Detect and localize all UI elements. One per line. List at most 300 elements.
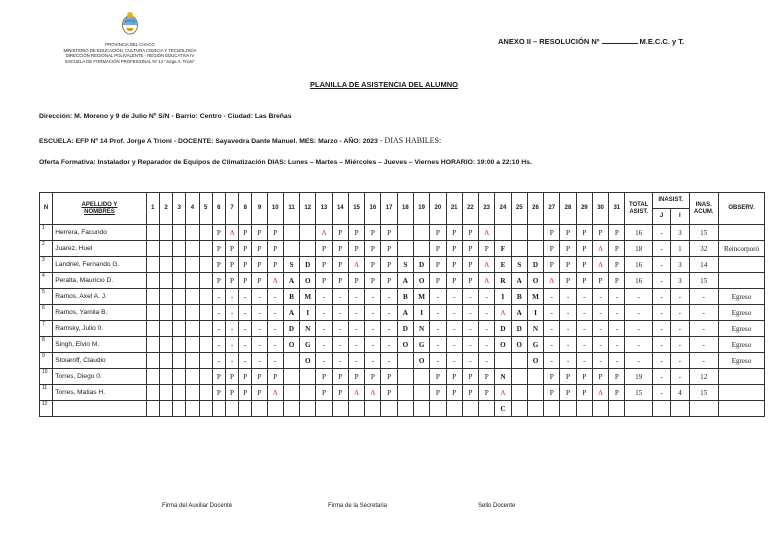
institution-line: MINISTERIO DE EDUCACIÓN, CULTURA CIENCIA Y TECNOLOGÍA: [63, 47, 197, 53]
attendance-mark: P: [462, 273, 478, 289]
attendance-mark: -: [365, 337, 381, 353]
attendance-mark: [199, 305, 212, 321]
day-header: 16: [365, 193, 381, 225]
total-attendance: 16: [625, 273, 652, 289]
attendance-mark: [283, 241, 299, 257]
attendance-mark: P: [462, 369, 478, 385]
attendance-mark: S: [511, 257, 527, 273]
attendance-mark: -: [446, 305, 462, 321]
attendance-mark: -: [225, 289, 238, 305]
attendance-mark: -: [365, 289, 381, 305]
attendance-mark: -: [381, 321, 397, 337]
attendance-mark: -: [365, 353, 381, 369]
day-header: 20: [430, 193, 446, 225]
attendance-mark: -: [239, 321, 252, 337]
attendance-mark: P: [430, 273, 446, 289]
observation: [719, 401, 765, 417]
attendance-mark: -: [267, 305, 283, 321]
resolution-blank: [602, 36, 638, 44]
attendance-mark: -: [592, 337, 608, 353]
page-title: PLANILLA DE ASISTENCIA DEL ALUMNO: [310, 80, 458, 89]
attendance-mark: [159, 369, 172, 385]
attendance-mark: [267, 401, 283, 417]
attendance-mark: P: [609, 257, 625, 273]
attendance-mark: P: [239, 241, 252, 257]
day-header: 19: [414, 193, 430, 225]
attendance-mark: [300, 241, 316, 257]
day-header: 25: [511, 193, 527, 225]
attendance-mark: [414, 241, 430, 257]
attendance-mark: -: [267, 353, 283, 369]
attendance-mark: M: [414, 289, 430, 305]
attendance-mark: G: [300, 337, 316, 353]
attendance-mark: P: [365, 273, 381, 289]
attendance-mark: -: [609, 321, 625, 337]
attendance-mark: A: [495, 385, 511, 401]
attendance-mark: -: [316, 289, 332, 305]
attendance-mark: P: [332, 241, 348, 257]
attendance-mark: -: [609, 337, 625, 353]
attendance-mark: P: [348, 225, 364, 241]
attendance-mark: [527, 225, 543, 241]
attendance-mark: P: [592, 369, 608, 385]
attendance-mark: P: [381, 369, 397, 385]
day-header: 7: [225, 193, 238, 225]
col-j-header: J: [652, 209, 670, 225]
student-name: [53, 401, 147, 417]
attendance-mark: -: [430, 305, 446, 321]
attendance-mark: [430, 401, 446, 417]
attendance-mark: R: [495, 273, 511, 289]
attendance-mark: [479, 401, 495, 417]
attendance-mark: O: [495, 337, 511, 353]
attendance-mark: [397, 401, 413, 417]
attendance-mark: P: [381, 241, 397, 257]
day-header: 26: [527, 193, 543, 225]
attendance-mark: [511, 369, 527, 385]
row-number: 5: [40, 289, 53, 305]
attendance-mark: P: [365, 241, 381, 257]
unjustified-absences: -: [671, 337, 689, 353]
attendance-mark: O: [397, 337, 413, 353]
total-attendance: 15: [625, 385, 652, 401]
attendance-mark: [186, 225, 199, 241]
attendance-mark: -: [381, 337, 397, 353]
accumulated-absences: -: [689, 337, 718, 353]
attendance-mark: [173, 241, 186, 257]
attendance-mark: [186, 401, 199, 417]
observation: Reincorporó: [719, 241, 765, 257]
attendance-mark: A: [397, 273, 413, 289]
institution-line: ESCUELA DE FORMACIÓN PROFESIONAL Nº 14 "Jorge A. Trioni": [65, 58, 195, 64]
attendance-mark: -: [609, 305, 625, 321]
row-number: 11: [40, 385, 53, 401]
attendance-mark: P: [462, 385, 478, 401]
attendance-mark: -: [225, 321, 238, 337]
attendance-mark: I: [527, 305, 543, 321]
attendance-mark: -: [212, 337, 225, 353]
attendance-mark: [252, 401, 267, 417]
row-number: 12: [40, 401, 53, 417]
attendance-mark: O: [414, 273, 430, 289]
justified-absences: -: [652, 289, 670, 305]
attendance-mark: P: [212, 241, 225, 257]
attendance-mark: P: [225, 257, 238, 273]
attendance-mark: P: [560, 225, 576, 241]
attendance-mark: [199, 337, 212, 353]
day-header: 1: [146, 193, 159, 225]
signature-secretary: Firma de la Secretaria: [328, 503, 388, 509]
student-name: Ramos, Yamila B.: [53, 305, 147, 321]
attendance-mark: -: [332, 321, 348, 337]
student-name: Torres, Diego 0.: [53, 369, 147, 385]
day-header: 11: [283, 193, 299, 225]
provincial-emblem-icon: [121, 10, 139, 36]
table-row: [40, 369, 765, 385]
attendance-mark: -: [560, 353, 576, 369]
attendance-mark: -: [576, 289, 592, 305]
attendance-mark: [283, 385, 299, 401]
attendance-mark: A: [511, 273, 527, 289]
attendance-mark: [186, 369, 199, 385]
attendance-mark: [186, 305, 199, 321]
attendance-mark: [173, 369, 186, 385]
attendance-mark: [159, 225, 172, 241]
attendance-mark: S: [397, 257, 413, 273]
attendance-mark: -: [446, 321, 462, 337]
attendance-table: [39, 192, 765, 417]
col-total-header: [625, 193, 652, 225]
attendance-mark: [159, 241, 172, 257]
attendance-mark: P: [560, 273, 576, 289]
attendance-mark: P: [239, 273, 252, 289]
unjustified-absences: 3: [671, 225, 689, 241]
attendance-mark: P: [609, 225, 625, 241]
attendance-mark: [199, 353, 212, 369]
total-attendance: 19: [625, 369, 652, 385]
attendance-mark: -: [544, 289, 560, 305]
attendance-mark: [348, 401, 364, 417]
accumulated-absences: -: [689, 289, 718, 305]
row-number: 2: [40, 241, 53, 257]
attendance-mark: A: [592, 241, 608, 257]
attendance-mark: [159, 321, 172, 337]
attendance-mark: [527, 385, 543, 401]
student-name: Torres, Matias H.: [53, 385, 147, 401]
attendance-mark: -: [430, 337, 446, 353]
attendance-mark: P: [348, 369, 364, 385]
attendance-mark: [173, 273, 186, 289]
observation: [719, 257, 765, 273]
row-number: 7: [40, 321, 53, 337]
attendance-mark: -: [430, 289, 446, 305]
attendance-mark: P: [381, 225, 397, 241]
attendance-mark: [414, 369, 430, 385]
attendance-mark: -: [592, 321, 608, 337]
signature-seal: Sello Docente: [478, 503, 516, 509]
col-i-header: I: [671, 209, 689, 225]
escuela-line: [39, 136, 441, 145]
attendance-mark: P: [544, 385, 560, 401]
attendance-mark: [511, 241, 527, 257]
total-attendance: 18: [625, 241, 652, 257]
total-attendance: [625, 401, 652, 417]
attendance-mark: N: [527, 321, 543, 337]
attendance-mark: -: [252, 321, 267, 337]
attendance-mark: P: [332, 385, 348, 401]
attendance-mark: P: [479, 385, 495, 401]
attendance-mark: [186, 353, 199, 369]
attendance-mark: P: [446, 385, 462, 401]
attendance-mark: -: [332, 353, 348, 369]
attendance-mark: P: [252, 385, 267, 401]
attendance-mark: P: [446, 225, 462, 241]
attendance-mark: -: [239, 337, 252, 353]
attendance-mark: O: [527, 353, 543, 369]
accumulated-absences: 15: [689, 225, 718, 241]
justified-absences: -: [652, 257, 670, 273]
name-header-2: NOMBRES: [84, 208, 115, 215]
row-number: 6: [40, 305, 53, 321]
attendance-mark: I: [300, 305, 316, 321]
attendance-mark: -: [225, 305, 238, 321]
attendance-mark: A: [495, 305, 511, 321]
attendance-mark: P: [365, 257, 381, 273]
attendance-mark: -: [267, 289, 283, 305]
attendance-mark: [159, 289, 172, 305]
accumulated-absences: 15: [689, 385, 718, 401]
student-name: Singh, Elvio M.: [53, 337, 147, 353]
attendance-mark: A: [283, 305, 299, 321]
attendance-mark: P: [609, 369, 625, 385]
accumulated-absences: [689, 401, 718, 417]
attendance-mark: -: [267, 337, 283, 353]
day-header: 18: [397, 193, 413, 225]
unjustified-absences: 4: [671, 385, 689, 401]
day-header: 6: [212, 193, 225, 225]
attendance-mark: [199, 321, 212, 337]
attendance-mark: P: [381, 257, 397, 273]
attendance-mark: [173, 225, 186, 241]
attendance-mark: P: [212, 257, 225, 273]
attendance-mark: [173, 305, 186, 321]
attendance-mark: P: [267, 225, 283, 241]
attendance-mark: [199, 369, 212, 385]
annex-ministry: M.E.C.C. y T.: [639, 37, 685, 46]
unjustified-absences: [671, 401, 689, 417]
attendance-mark: E: [495, 257, 511, 273]
attendance-mark: P: [212, 369, 225, 385]
unjustified-absences: 3: [671, 273, 689, 289]
attendance-mark: [146, 273, 159, 289]
day-header: 28: [560, 193, 576, 225]
attendance-mark: [544, 401, 560, 417]
attendance-mark: P: [225, 385, 238, 401]
attendance-mark: A: [348, 385, 364, 401]
attendance-mark: -: [252, 289, 267, 305]
student-name: Juarez, Huel: [53, 241, 147, 257]
attendance-mark: [527, 369, 543, 385]
institution-line: PROVINCIA DEL CHACO: [105, 42, 155, 47]
attendance-mark: [159, 257, 172, 273]
attendance-mark: B: [511, 289, 527, 305]
attendance-mark: -: [576, 337, 592, 353]
attendance-mark: [199, 257, 212, 273]
student-name: Herrera, Facundo: [53, 225, 147, 241]
attendance-mark: [146, 257, 159, 273]
attendance-mark: -: [430, 321, 446, 337]
attendance-mark: [283, 369, 299, 385]
attendance-mark: G: [414, 337, 430, 353]
attendance-mark: P: [365, 369, 381, 385]
attendance-mark: I: [414, 305, 430, 321]
attendance-mark: [146, 385, 159, 401]
attendance-mark: -: [365, 305, 381, 321]
table-row: [40, 225, 765, 241]
observation: [719, 369, 765, 385]
day-header: 14: [332, 193, 348, 225]
attendance-mark: -: [462, 337, 478, 353]
observation: Egreso: [719, 353, 765, 369]
attendance-mark: [283, 225, 299, 241]
observation: [719, 225, 765, 241]
attendance-mark: [527, 241, 543, 257]
attendance-mark: P: [332, 369, 348, 385]
attendance-mark: P: [576, 369, 592, 385]
attendance-mark: [146, 369, 159, 385]
attendance-mark: [146, 305, 159, 321]
row-number: 9: [40, 353, 53, 369]
attendance-mark: -: [479, 305, 495, 321]
day-header: 13: [316, 193, 332, 225]
attendance-mark: P: [609, 241, 625, 257]
table-row: [40, 353, 765, 369]
col-inas-acum-header: [689, 193, 718, 225]
inas-header-1: INAS.: [695, 201, 712, 208]
unjustified-absences: -: [671, 305, 689, 321]
attendance-mark: [511, 225, 527, 241]
attendance-mark: P: [252, 225, 267, 241]
unjustified-absences: -: [671, 289, 689, 305]
day-header: 10: [267, 193, 283, 225]
attendance-mark: [397, 353, 413, 369]
attendance-mark: -: [212, 321, 225, 337]
attendance-mark: P: [239, 257, 252, 273]
unjustified-absences: -: [671, 353, 689, 369]
row-number: 1: [40, 225, 53, 241]
attendance-mark: P: [212, 385, 225, 401]
attendance-mark: -: [332, 305, 348, 321]
attendance-mark: P: [544, 369, 560, 385]
attendance-mark: C: [495, 401, 511, 417]
attendance-mark: -: [225, 353, 238, 369]
attendance-mark: [332, 401, 348, 417]
attendance-mark: -: [381, 305, 397, 321]
attendance-mark: -: [544, 353, 560, 369]
day-header: 27: [544, 193, 560, 225]
attendance-mark: P: [479, 241, 495, 257]
attendance-mark: -: [316, 337, 332, 353]
attendance-mark: [592, 401, 608, 417]
institution-block: [40, 42, 220, 64]
day-header: 9: [252, 193, 267, 225]
attendance-body: [40, 225, 765, 417]
attendance-mark: P: [446, 273, 462, 289]
attendance-mark: -: [609, 289, 625, 305]
attendance-mark: P: [348, 273, 364, 289]
unjustified-absences: -: [671, 321, 689, 337]
attendance-mark: -: [446, 289, 462, 305]
attendance-mark: -: [430, 353, 446, 369]
total-attendance: -: [625, 289, 652, 305]
attendance-mark: [173, 337, 186, 353]
attendance-mark: N: [414, 321, 430, 337]
attendance-mark: [381, 401, 397, 417]
attendance-mark: -: [239, 353, 252, 369]
attendance-mark: [300, 225, 316, 241]
attendance-mark: P: [462, 257, 478, 273]
total-attendance: 16: [625, 225, 652, 241]
attendance-mark: P: [332, 273, 348, 289]
attendance-mark: P: [609, 273, 625, 289]
day-header: 15: [348, 193, 364, 225]
observation: Egreso: [719, 337, 765, 353]
attendance-mark: P: [239, 385, 252, 401]
attendance-mark: [316, 401, 332, 417]
accumulated-absences: -: [689, 321, 718, 337]
attendance-mark: -: [462, 353, 478, 369]
attendance-mark: [159, 401, 172, 417]
attendance-mark: [414, 401, 430, 417]
attendance-mark: [576, 401, 592, 417]
attendance-mark: [173, 353, 186, 369]
total-attendance: -: [625, 305, 652, 321]
attendance-mark: [146, 225, 159, 241]
attendance-mark: P: [332, 225, 348, 241]
student-name: Peralta, Mauricio D.: [53, 273, 147, 289]
attendance-mark: -: [332, 289, 348, 305]
attendance-mark: [414, 225, 430, 241]
attendance-mark: [283, 401, 299, 417]
col-observ-header: OBSERV.: [719, 193, 765, 225]
attendance-mark: -: [348, 337, 364, 353]
attendance-mark: P: [252, 257, 267, 273]
attendance-mark: P: [316, 257, 332, 273]
attendance-mark: S: [283, 257, 299, 273]
attendance-mark: [397, 241, 413, 257]
attendance-mark: D: [283, 321, 299, 337]
attendance-mark: P: [316, 241, 332, 257]
observation: [719, 273, 765, 289]
attendance-mark: P: [462, 225, 478, 241]
attendance-mark: [173, 321, 186, 337]
attendance-mark: -: [576, 305, 592, 321]
row-number: 3: [40, 257, 53, 273]
justified-absences: -: [652, 369, 670, 385]
total-attendance: -: [625, 321, 652, 337]
attendance-mark: M: [300, 289, 316, 305]
attendance-mark: N: [300, 321, 316, 337]
attendance-mark: P: [544, 241, 560, 257]
attendance-mark: [609, 401, 625, 417]
day-header: 3: [173, 193, 186, 225]
attendance-mark: -: [212, 353, 225, 369]
attendance-mark: -: [462, 305, 478, 321]
attendance-mark: P: [252, 241, 267, 257]
day-header: 12: [300, 193, 316, 225]
attendance-mark: -: [212, 289, 225, 305]
attendance-mark: P: [592, 225, 608, 241]
